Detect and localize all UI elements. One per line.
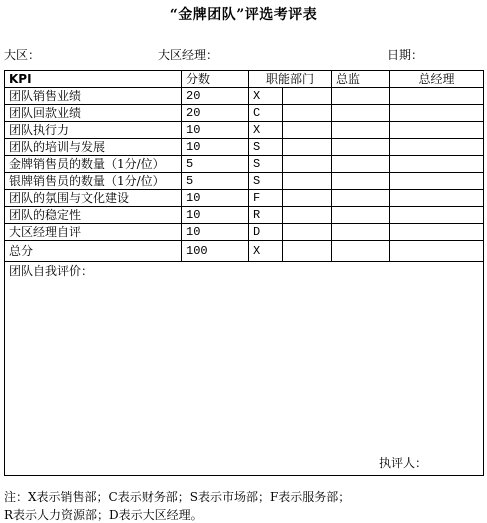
department-extra-cell[interactable]	[283, 88, 332, 105]
total-label: 总分	[5, 241, 182, 262]
table-row	[5, 173, 484, 190]
table-row	[5, 190, 484, 207]
director-cell[interactable]	[332, 88, 390, 105]
kpi-cell: 大区经理自评	[5, 224, 182, 241]
score-cell: 5	[182, 156, 249, 173]
score-cell: 10	[182, 207, 249, 224]
department-cell: S	[249, 139, 283, 156]
general-manager-cell[interactable]	[390, 156, 484, 173]
department-cell: F	[249, 190, 283, 207]
director-cell[interactable]	[332, 207, 390, 224]
form-title: “金牌团队”评选考评表	[169, 7, 318, 23]
table-row	[5, 207, 484, 224]
kpi-cell: 团队执行力	[5, 122, 182, 139]
table-header-row	[5, 71, 484, 88]
general-manager-cell[interactable]	[390, 139, 484, 156]
score-cell: 5	[182, 173, 249, 190]
department-extra-cell[interactable]	[283, 207, 332, 224]
director-cell[interactable]	[332, 190, 390, 207]
self-evaluation-row	[5, 262, 484, 476]
department-cell: R	[249, 207, 283, 224]
general-manager-cell[interactable]	[390, 224, 484, 241]
kpi-cell: 团队回款业绩	[5, 105, 182, 122]
general-manager-cell[interactable]	[390, 207, 484, 224]
table-row	[5, 122, 484, 139]
score-cell: 10	[182, 190, 249, 207]
department-cell: C	[249, 105, 283, 122]
director-cell[interactable]	[332, 139, 390, 156]
table-row	[5, 156, 484, 173]
region-label: 大区：	[4, 48, 41, 62]
total-department: X	[249, 241, 283, 262]
department-extra-cell[interactable]	[283, 122, 332, 139]
department-cell: X	[249, 122, 283, 139]
general-manager-cell[interactable]	[390, 122, 484, 139]
kpi-cell: 银牌销售员的数量（1分/位）	[5, 173, 182, 190]
evaluation-table	[4, 70, 484, 476]
department-extra-cell[interactable]	[283, 173, 332, 190]
director-cell[interactable]	[332, 122, 390, 139]
department-extra-cell[interactable]	[283, 156, 332, 173]
table-row	[5, 88, 484, 105]
score-cell: 20	[182, 105, 249, 122]
kpi-cell: 团队销售业绩	[5, 88, 182, 105]
score-cell: 10	[182, 139, 249, 156]
header-department: 职能部门	[249, 71, 332, 88]
region-manager-label: 大区经理：	[158, 48, 219, 62]
score-cell: 20	[182, 88, 249, 105]
director-cell[interactable]	[332, 224, 390, 241]
department-extra-cell[interactable]	[283, 190, 332, 207]
director-cell[interactable]	[332, 105, 390, 122]
department-extra-cell[interactable]	[283, 105, 332, 122]
department-cell: S	[249, 156, 283, 173]
kpi-cell: 团队的培训与发展	[5, 139, 182, 156]
table-row	[5, 224, 484, 241]
header-kpi: KPI	[5, 71, 182, 88]
score-cell: 10	[182, 122, 249, 139]
kpi-cell: 金牌销售员的数量（1分/位）	[5, 156, 182, 173]
general-manager-cell[interactable]	[390, 173, 484, 190]
department-cell: D	[249, 224, 283, 241]
table-row	[5, 139, 484, 156]
department-cell: X	[249, 88, 283, 105]
general-manager-cell[interactable]	[390, 241, 484, 262]
general-manager-cell[interactable]	[390, 190, 484, 207]
table-row	[5, 105, 484, 122]
header-director: 总监	[332, 71, 390, 88]
header-general-manager: 总经理	[390, 71, 484, 88]
general-manager-cell[interactable]	[390, 88, 484, 105]
self-evaluation-area[interactable]	[5, 262, 484, 476]
total-score: 100	[182, 241, 249, 262]
department-extra-cell[interactable]	[283, 224, 332, 241]
date-label: 日期：	[387, 48, 424, 62]
department-cell: S	[249, 173, 283, 190]
department-legend-line-2: R表示人力资源部；D表示大区经理。	[4, 508, 203, 522]
kpi-cell: 团队的氛围与文化建设	[5, 190, 182, 207]
department-legend-line-1: 注：X表示销售部；C表示财务部；S表示市场部；F表示服务部；	[4, 490, 351, 504]
director-cell[interactable]	[332, 156, 390, 173]
score-cell: 10	[182, 224, 249, 241]
department-extra-cell[interactable]	[283, 139, 332, 156]
kpi-cell: 团队的稳定性	[5, 207, 182, 224]
department-extra-cell[interactable]	[283, 241, 332, 262]
general-manager-cell[interactable]	[390, 105, 484, 122]
evaluator-label: 执评人：	[379, 456, 428, 470]
director-cell[interactable]	[332, 241, 390, 262]
header-score: 分数	[182, 71, 249, 88]
director-cell[interactable]	[332, 173, 390, 190]
total-row	[5, 241, 484, 262]
self-evaluation-label: 团队自我评价：	[9, 264, 94, 278]
